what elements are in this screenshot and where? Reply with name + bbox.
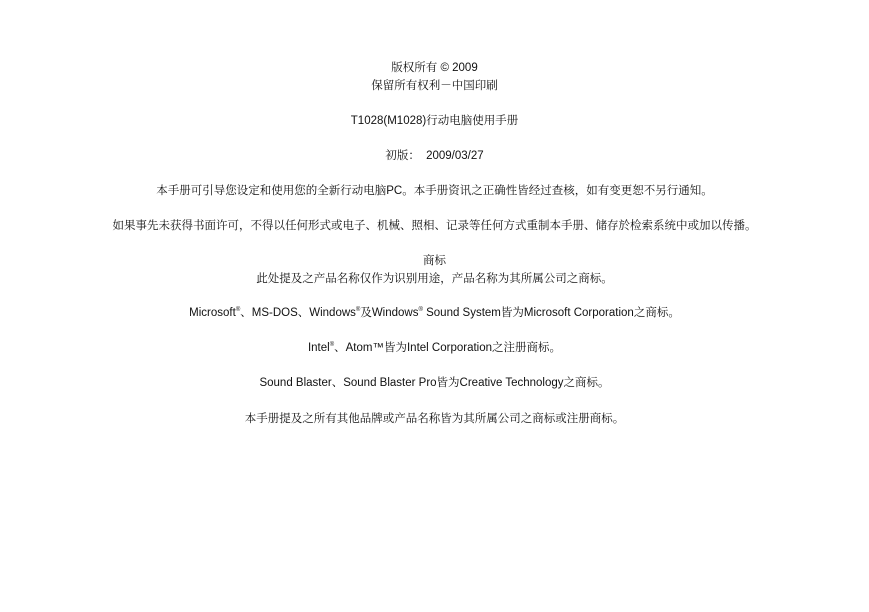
copyright-line: 版权所有 © 2009 [391, 62, 478, 74]
registered-mark: ® [418, 307, 423, 313]
creative-trademark-line: Sound Blaster、Sound Blaster Pro皆为Creative Technology之商标。 [259, 377, 610, 389]
registered-mark: ® [355, 307, 361, 313]
manual-title: T1028(M1028)行动电脑使用手册 [350, 115, 519, 127]
atom-text: 、Atom™皆为Intel Corporation之注册商标。 [334, 342, 562, 354]
intel-trademark-line [0, 341, 869, 355]
trademark-intro: 此处提及之产品名称仅作为识别用途，产品名称为其所属公司之商标。 [256, 273, 613, 285]
trademark-heading: 商标 [423, 255, 446, 267]
ms-dos-windows-text: 、MS-DOS、Windows [240, 307, 356, 319]
guide-notice: 本手册可引导您设定和使用您的全新行动电脑PC。本手册资讯之正确性皆经过查核，如有变更恕不另行通知。 [156, 185, 713, 197]
edition-line [0, 149, 869, 163]
microsoft-name: Microsoft [189, 307, 236, 319]
reproduction-notice: 如果事先未获得书面许可，不得以任何形式或电子、机械、照相、记录等任何方式重制本手册、储存於检索系统中或加以传播。 [112, 220, 757, 232]
microsoft-trademark-line [0, 306, 869, 320]
intel-name: Intel [307, 342, 330, 354]
edition-date: 2009/03/27 [426, 150, 484, 162]
edition-label: 初版： [385, 150, 420, 162]
other-trademarks-line: 本手册提及之所有其他品牌或产品名称皆为其所属公司之商标或注册商标。 [244, 413, 625, 425]
registered-mark: ® [329, 342, 335, 348]
registered-mark: ® [235, 307, 241, 313]
and-windows-text: 及Windows [360, 307, 419, 319]
rights-reserved-line: 保留所有权利－中国印刷 [371, 80, 498, 92]
sound-system-text: Sound System皆为Microsoft Corporation之商标。 [422, 307, 680, 319]
